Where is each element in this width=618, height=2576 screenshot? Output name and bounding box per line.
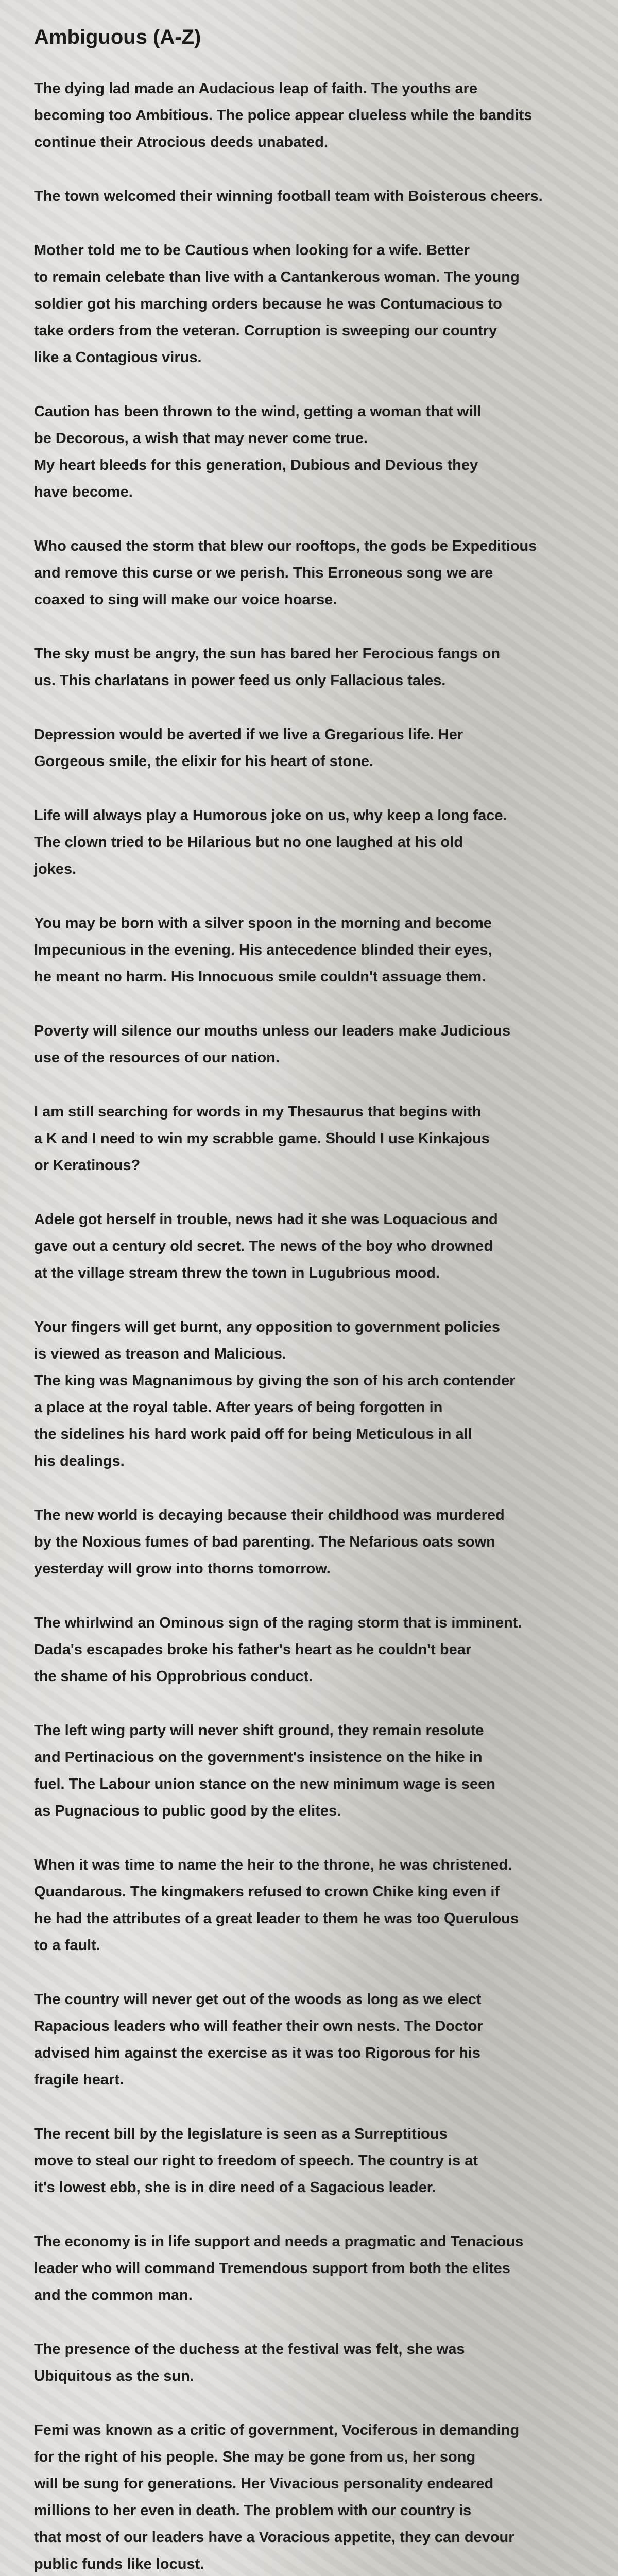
poem-line: continue their Atrocious deeds unabated.: [34, 134, 328, 150]
poem-line: Poverty will silence our mouths unless our leaders make Judicious: [34, 1023, 511, 1039]
poem-line: Life will always play a Humorous joke on us, why keep a long face.: [34, 807, 507, 824]
poem-stanza: [34, 2121, 584, 2201]
poem-body: [34, 75, 584, 2576]
poem-line: The recent bill by the legislature is seen as a Surreptitious: [34, 2126, 448, 2142]
poem-line: yesterday will grow into thorns tomorrow.: [34, 1561, 331, 1577]
poem-line: to remain celebate than live with a Cantankerous woman. The young: [34, 269, 520, 285]
poem-stanza: [34, 910, 584, 990]
poem-line: he meant no harm. His Innocuous smile couldn't assuage them.: [34, 969, 486, 985]
poem-line: at the village stream threw the town in Lugubrious mood.: [34, 1265, 440, 1281]
poem-line: take orders from the veteran. Corruption is sweeping our country: [34, 323, 497, 339]
poem-stanza: [34, 183, 584, 210]
poem-stanza: [34, 237, 584, 371]
poem-line: Who caused the storm that blew our rooftops, the gods be Expeditious: [34, 538, 537, 554]
poem-line: and the common man.: [34, 2287, 193, 2303]
poem-title: Ambiguous (A-Z): [34, 26, 201, 48]
poem-stanza: [34, 75, 584, 156]
poem-line: or Keratinous?: [34, 1157, 141, 1174]
poem-stanza: [34, 1018, 584, 1071]
poem-line: the shame of his Opprobrious conduct.: [34, 1668, 313, 1685]
poem-stanza: [34, 1502, 584, 1582]
poem-line: as Pugnacious to public good by the elites.: [34, 1803, 341, 1819]
poem-line: Gorgeous smile, the elixir for his heart of stone.: [34, 753, 374, 770]
poem-line: The whirlwind an Ominous sign of the raging storm that is imminent.: [34, 1615, 522, 1631]
poem-line: The presence of the duchess at the festival was felt, she was: [34, 2341, 465, 2358]
poem-stanza: [34, 2336, 584, 2389]
poem-line: and remove this curse or we perish. This Erroneous song we are: [34, 565, 493, 581]
poem-line: fragile heart.: [34, 2072, 124, 2088]
poem-line: use of the resources of our nation.: [34, 1049, 280, 1066]
poem-line: Caution has been thrown to the wind, getting a woman that will: [34, 403, 482, 420]
poem-line: it's lowest ebb, she is in dire need of a Sagacious leader.: [34, 2179, 436, 2196]
poem-line: The new world is decaying because their childhood was murdered: [34, 1507, 505, 1523]
poem-line: millions to her even in death. The problem with our country is: [34, 2502, 472, 2519]
poem-line: Ubiquitous as the sun.: [34, 2368, 194, 2384]
poem-line: he had the attributes of a great leader to them he was too Querulous: [34, 1910, 519, 1927]
poem-line: to a fault.: [34, 1937, 100, 1954]
poem-line: us. This charlatans in power feed us only Fallacious tales.: [34, 672, 446, 689]
poem-line: move to steal our right to freedom of speech. The country is at: [34, 2153, 478, 2169]
poem-stanza: [34, 398, 584, 505]
poem-stanza: [34, 802, 584, 883]
poem-line: is viewed as treason and Malicious.: [34, 1346, 286, 1362]
poem-line: Rapacious leaders who will feather their own nests. The Doctor: [34, 2018, 483, 2035]
poem-stanza: [34, 1609, 584, 1690]
poem-line: The clown tried to be Hilarious but no one laughed at his old: [34, 834, 463, 851]
poem-line: Femi was known as a critic of government, Vociferous in demanding: [34, 2422, 520, 2438]
poem-line: The dying lad made an Audacious leap of faith. The youths are: [34, 80, 478, 97]
poem-line: his dealings.: [34, 1453, 125, 1469]
poem-line: leader who will command Tremendous support from both the elites: [34, 2260, 510, 2277]
poem-line: the sidelines his hard work paid off for being Meticulous in all: [34, 1426, 472, 1443]
poem-line: Mother told me to be Cautious when looking for a wife. Better: [34, 242, 470, 259]
poem-line: becoming too Ambitious. The police appear clueless while the bandits: [34, 107, 533, 124]
poem-line: My heart bleeds for this generation, Dubious and Devious they: [34, 457, 478, 473]
poem-line: Depression would be averted if we live a Gregarious life. Her: [34, 726, 464, 743]
poem-line: The country will never get out of the woods as long as we elect: [34, 1991, 482, 2008]
poem-line: like a Contagious virus.: [34, 349, 202, 366]
poem-line: The sky must be angry, the sun has bared her Ferocious fangs on: [34, 646, 501, 662]
poem-line: When it was time to name the heir to the throne, he was christened.: [34, 1857, 512, 1873]
poem-stanza: [34, 1314, 584, 1475]
poem-stanza: [34, 1717, 584, 1824]
poem-line: that most of our leaders have a Voracious appetite, they can devour: [34, 2529, 514, 2546]
poem-line: The economy is in life support and needs a pragmatic and Tenacious: [34, 2233, 524, 2250]
poem-line: for the right of his people. She may be gone from us, her song: [34, 2449, 476, 2465]
poem-line: Your fingers will get burnt, any opposition to government policies: [34, 1319, 500, 1335]
poem-line: be Decorous, a wish that may never come true.: [34, 430, 368, 447]
poem-stanza: [34, 721, 584, 775]
poem-stanza: [34, 2417, 584, 2576]
poem-line: The king was Magnanimous by giving the son of his arch contender: [34, 1372, 516, 1389]
poem-line: Impecunious in the evening. His antecedence blinded their eyes,: [34, 942, 492, 958]
poem-line: soldier got his marching orders because he was Contumacious to: [34, 296, 502, 312]
poem-line: jokes.: [34, 861, 77, 877]
poem-stanza: [34, 640, 584, 694]
poem-line: The left wing party will never shift ground, they remain resolute: [34, 1722, 484, 1739]
poem-line: public funds like locust.: [34, 2556, 204, 2572]
poem-line: coaxed to sing will make our voice hoarse.: [34, 591, 337, 608]
poem-line: a K and I need to win my scrabble game. Should I use Kinkajous: [34, 1130, 490, 1147]
poem-line: I am still searching for words in my Thesaurus that begins with: [34, 1104, 482, 1120]
poem-stanza: [34, 1852, 584, 1959]
poem-line: a place at the royal table. After years of being forgotten in: [34, 1399, 443, 1416]
poem-line: fuel. The Labour union stance on the new minimum wage is seen: [34, 1776, 495, 1792]
poem-line: and Pertinacious on the government's insistence on the hike in: [34, 1749, 483, 1766]
poem-line: You may be born with a silver spoon in the morning and become: [34, 915, 492, 931]
poem-line: by the Noxious fumes of bad parenting. The Nefarious oats sown: [34, 1534, 495, 1550]
poem-line: will be sung for generations. Her Vivacious personality endeared: [34, 2476, 494, 2492]
poem-line: advised him against the exercise as it was too Rigorous for his: [34, 2045, 481, 2061]
poem-stanza: [34, 1206, 584, 1286]
poem-stanza: [34, 1986, 584, 2093]
poem-stanza: [34, 533, 584, 613]
poem-stanza: [34, 1098, 584, 1179]
poem-line: Dada's escapades broke his father's heart as he couldn't bear: [34, 1641, 472, 1658]
poem-line: have become.: [34, 484, 133, 500]
poem-line: Quandarous. The kingmakers refused to crown Chike king even if: [34, 1884, 500, 1900]
poem-stanza: [34, 2228, 584, 2309]
poem-line: The town welcomed their winning football team with Boisterous cheers.: [34, 188, 543, 205]
poem-line: gave out a century old secret. The news of the boy who drowned: [34, 1238, 493, 1255]
poem-line: Adele got herself in trouble, news had it she was Loquacious and: [34, 1211, 498, 1228]
